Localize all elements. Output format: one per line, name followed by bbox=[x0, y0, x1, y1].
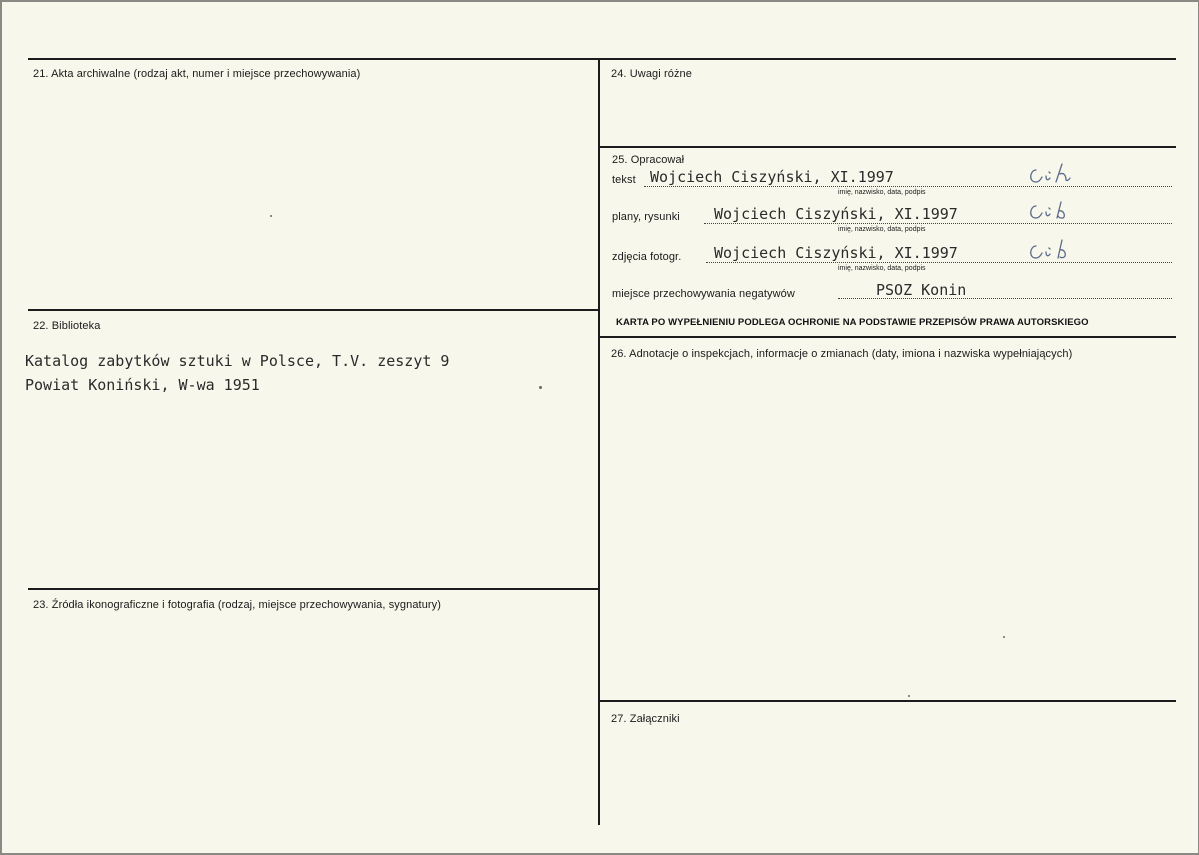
rule-25-26 bbox=[598, 336, 1176, 338]
plans-row-label: plany, rysunki bbox=[612, 211, 680, 223]
paper-speck bbox=[539, 386, 542, 389]
section-27-label: 27. Załączniki bbox=[611, 713, 680, 725]
text-row-label: tekst bbox=[612, 174, 636, 186]
section-24-label: 24. Uwagi różne bbox=[611, 68, 692, 80]
signature-photos-row bbox=[1024, 238, 1084, 268]
plans-row-value: Wojciech Ciszyński, XI.1997 bbox=[714, 205, 958, 223]
section-22-label: 22. Biblioteka bbox=[33, 320, 101, 332]
negatives-row-value: PSOZ Konin bbox=[876, 281, 967, 299]
photos-row-value: Wojciech Ciszyński, XI.1997 bbox=[714, 244, 958, 262]
rule-22-23 bbox=[28, 588, 598, 590]
rule-21-22 bbox=[28, 309, 598, 311]
photos-row-line bbox=[706, 262, 1172, 263]
library-entry-line-2: Powiat Koniński, W-wa 1951 bbox=[25, 376, 260, 394]
copyright-note: KARTA PO WYPEŁNIENIU PODLEGA OCHRONIE NA PODSTAWIE PRZEPISÓW PRAWA AUTORSKIEGO bbox=[616, 317, 1089, 328]
text-row-value: Wojciech Ciszyński, XI.1997 bbox=[650, 168, 894, 186]
section-21-label: 21. Akta archiwalne (rodzaj akt, numer i miejsce przechowywania) bbox=[33, 68, 361, 80]
paper-speck bbox=[908, 695, 910, 697]
signature-plans-row bbox=[1024, 198, 1084, 228]
paper-speck bbox=[270, 215, 272, 217]
rule-26-27 bbox=[598, 700, 1176, 702]
library-entry-line-1: Katalog zabytków sztuki w Polsce, T.V. zeszyt 9 bbox=[25, 352, 450, 370]
section-25-label: 25. Opracował bbox=[612, 154, 685, 166]
section-23-label: 23. Źródła ikonograficzne i fotografia (rodzaj, miejsce przechowywania, sygnatury) bbox=[33, 599, 442, 611]
text-row-line bbox=[644, 186, 1172, 187]
signature-text-row bbox=[1024, 160, 1084, 190]
plans-row-caption: imię, nazwisko, data, podpis bbox=[838, 226, 926, 233]
inventory-card bbox=[2, 2, 1198, 853]
center-divider bbox=[598, 59, 600, 825]
text-row-caption: imię, nazwisko, data, podpis bbox=[838, 189, 926, 196]
plans-row-line bbox=[704, 223, 1172, 224]
photos-row-label: zdjęcia fotogr. bbox=[612, 251, 682, 263]
top-rule bbox=[28, 58, 1176, 60]
negatives-row-label: miejsce przechowywania negatywów bbox=[612, 288, 795, 300]
photos-row-caption: imię, nazwisko, data, podpis bbox=[838, 265, 926, 272]
paper-speck bbox=[1003, 636, 1005, 638]
section-26-label: 26. Adnotacje o inspekcjach, informacje o zmianach (daty, imiona i nazwiska wypełniających) bbox=[611, 348, 1073, 360]
rule-24-25 bbox=[598, 146, 1176, 148]
